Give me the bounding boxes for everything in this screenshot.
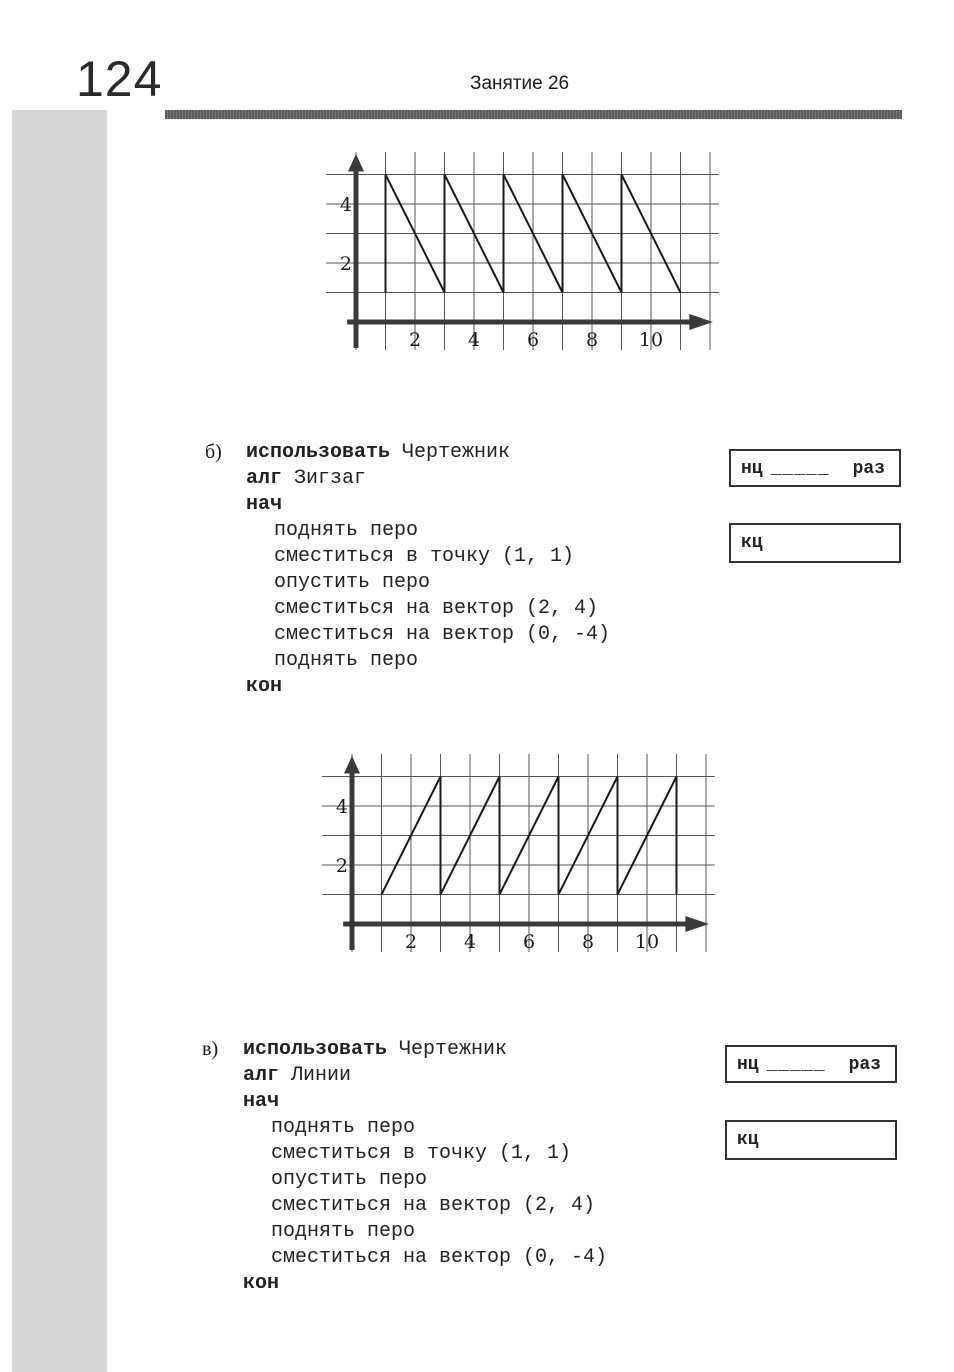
task-b-loop-start-box[interactable]	[729, 449, 901, 487]
x-axis-arrow	[689, 314, 713, 330]
zigzag-graph-top	[320, 150, 740, 360]
code-keyword: кон	[246, 675, 283, 698]
zigzag-graph-bottom	[316, 752, 736, 962]
code-line	[246, 466, 610, 492]
kc-keyword: кц	[737, 1130, 759, 1150]
code-text: Линии	[279, 1064, 352, 1087]
code-line	[243, 1115, 607, 1141]
page-number: 124	[76, 51, 163, 107]
code-text: сместиться на вектор (2, 4)	[274, 597, 599, 620]
x-tick-label: 8	[585, 329, 599, 351]
code-line	[243, 1141, 607, 1167]
nc-keyword: нц	[741, 459, 763, 479]
x-tick-label: 2	[404, 931, 418, 953]
x-axis-arrow	[685, 916, 709, 932]
code-text: Чертежник	[390, 441, 511, 464]
code-line	[243, 1089, 607, 1115]
raz-keyword: раз	[852, 459, 885, 479]
task-b-loop-end-box[interactable]	[729, 523, 901, 563]
code-line	[246, 674, 610, 700]
y-tick-label: 4	[339, 194, 352, 216]
code-text: сместиться на вектор (2, 4)	[271, 1194, 596, 1217]
y-tick-label: 4	[335, 796, 348, 818]
task-b-marker: б)	[205, 441, 222, 463]
x-tick-label: 4	[463, 931, 477, 953]
task-b-program	[246, 440, 610, 700]
task-v-marker: в)	[202, 1038, 219, 1060]
code-text: Чертежник	[387, 1038, 508, 1061]
code-line	[246, 492, 610, 518]
code-keyword: использовать	[246, 441, 391, 464]
y-axis-arrow	[344, 756, 360, 774]
y-tick-label: 2	[339, 253, 352, 275]
code-text: Зигзаг	[282, 467, 367, 490]
code-keyword: алг	[243, 1064, 280, 1087]
code-text: опустить перо	[271, 1168, 428, 1191]
raz-keyword: раз	[848, 1055, 881, 1075]
code-keyword: нач	[246, 493, 283, 516]
code-line	[246, 622, 610, 648]
code-line	[246, 648, 610, 674]
repeat-count-blank[interactable]: _____	[766, 1055, 826, 1075]
code-line	[243, 1271, 607, 1297]
task-v-loop-end-box[interactable]	[725, 1120, 897, 1160]
nc-keyword: нц	[737, 1055, 759, 1075]
code-text: поднять перо	[274, 649, 419, 672]
y-axis-arrow	[348, 154, 364, 172]
code-text: поднять перо	[271, 1116, 416, 1139]
code-text: поднять перо	[274, 519, 419, 542]
code-line	[246, 544, 610, 570]
code-text: сместиться в точку (1, 1)	[271, 1142, 572, 1165]
code-keyword: алг	[246, 467, 283, 490]
code-line	[243, 1193, 607, 1219]
x-tick-label: 8	[581, 931, 595, 953]
task-v-loop-start-box[interactable]	[725, 1045, 897, 1083]
code-line	[246, 518, 610, 544]
task-v-program	[243, 1037, 607, 1297]
code-line	[243, 1037, 607, 1063]
code-line	[246, 570, 610, 596]
code-line	[246, 596, 610, 622]
code-keyword: кон	[243, 1272, 280, 1295]
x-tick-label: 6	[522, 931, 536, 953]
repeat-count-blank[interactable]: _____	[770, 459, 830, 479]
header-rule	[165, 110, 902, 119]
code-text: сместиться на вектор (0, -4)	[274, 623, 611, 646]
code-line	[243, 1167, 607, 1193]
x-tick-label: 10	[638, 329, 664, 351]
y-tick-label: 2	[335, 855, 348, 877]
kc-keyword: кц	[741, 533, 763, 553]
code-text: сместиться на вектор (0, -4)	[271, 1246, 608, 1269]
x-tick-label: 4	[467, 329, 481, 351]
code-line	[246, 440, 610, 466]
page-header-title: Занятие 26	[470, 73, 570, 94]
code-keyword: нач	[243, 1090, 280, 1113]
code-keyword: использовать	[243, 1038, 388, 1061]
code-text: сместиться в точку (1, 1)	[274, 545, 575, 568]
x-tick-label: 10	[634, 931, 660, 953]
page-side-strip	[12, 110, 107, 1372]
x-tick-label: 2	[408, 329, 422, 351]
code-line	[243, 1219, 607, 1245]
x-tick-label: 6	[526, 329, 540, 351]
code-line	[243, 1063, 607, 1089]
code-text: поднять перо	[271, 1220, 416, 1243]
code-text: опустить перо	[274, 571, 431, 594]
code-line	[243, 1245, 607, 1271]
